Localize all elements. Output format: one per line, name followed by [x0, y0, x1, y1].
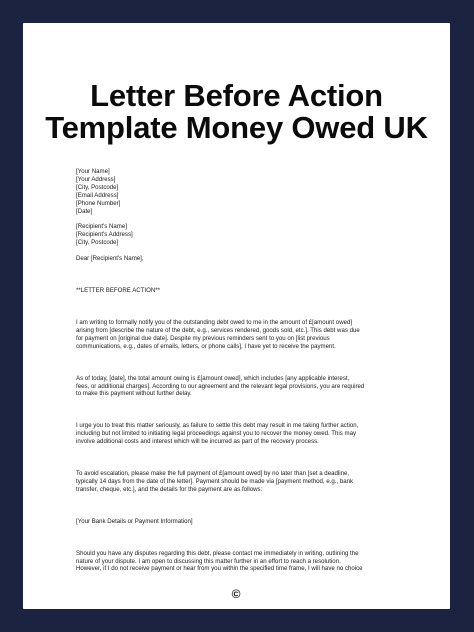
- paragraph-line: transfer, cheque, etc.], and the details for the payment are as follows:: [76, 485, 263, 493]
- sender-line: [Your Address]: [76, 175, 116, 183]
- paragraph-line: I urge you to treat this matter seriously, as failure to settle this debt may result in me taking further action,: [76, 422, 359, 430]
- paragraph-line: However, if I do not receive payment or hear from you within the specified time frame, I will have no choice: [76, 565, 363, 573]
- paragraph-line: To avoid escalation, please make the full payment of £[amount owed] by no later than [set a deadline,: [76, 470, 350, 478]
- paragraph-line: arising from [describe the nature of the debt, e.g., services rendered, goods sold, etc.]. This debt was due: [76, 326, 360, 334]
- salutation: Dear [Recipient's Name],: [76, 255, 144, 263]
- paragraph-4: [76, 470, 406, 494]
- document-title-line-2: Template Money Owed UK: [45, 110, 428, 145]
- bank-details-placeholder: [Your Bank Details or Payment Information]: [76, 517, 193, 525]
- sender-line: [Your Name]: [76, 168, 110, 175]
- sender-line: [Phone Number]: [76, 199, 121, 207]
- copyright-icon: ©: [231, 587, 241, 601]
- sender-line: [Email Address]: [76, 191, 119, 199]
- paragraph-line: including but not limited to initiating legal proceedings against you to recover the money owed. This may: [76, 430, 357, 438]
- document-title-line-1: Letter Before Action: [90, 78, 383, 113]
- recipient-block: [76, 223, 406, 247]
- letter-body: [76, 168, 406, 573]
- paragraph-5: [76, 550, 406, 574]
- recipient-line: [Recipient's Address]: [76, 231, 133, 239]
- paragraph-line: Should you have any disputes regarding this debt, please contact me immediately in writing, outlining the: [76, 549, 359, 557]
- sender-line: [City, Postcode]: [76, 183, 119, 191]
- paragraph-line: involve additional costs and interest which will be incurred as part of the recovery process.: [76, 438, 319, 446]
- paragraph-1: [76, 319, 406, 351]
- paragraph-3: [76, 422, 406, 446]
- sender-line: [Date]: [76, 207, 93, 215]
- sender-block: [76, 168, 406, 215]
- paragraph-line: communications, e.g., dates of emails, letters, or phone calls], I have yet to receive the payment.: [76, 342, 336, 350]
- paragraph-line: for payment on [original due date]. Despite my previous reminders sent to you on [list previous: [76, 334, 330, 342]
- paragraph-line: I am writing to formally notify you of the outstanding debt owed to me in the amount of £[amount owed]: [76, 318, 353, 326]
- paragraph-line: to make this payment without further delay.: [76, 390, 192, 398]
- paragraph-line: As of today, [date], the total amount owing is £[amount owed], which includes [any applicable interest,: [76, 374, 350, 382]
- document-page: [23, 23, 450, 609]
- paragraph-2: [76, 375, 406, 399]
- recipient-line: [Recipient's Name]: [76, 223, 127, 231]
- paragraph-line: nature of your dispute. I am open to discussing this matter further in an effort to reach a resolution.: [76, 557, 341, 565]
- letter-heading: **LETTER BEFORE ACTION**: [76, 287, 160, 295]
- recipient-line: [City, Postcode]: [76, 239, 119, 247]
- paragraph-line: fees, or additional charges]. According to our agreement and the relevant legal provisions, you are required: [76, 382, 365, 390]
- paragraph-line: typically 14 days from the date of the letter]. Payment should be made via [payment method, e.g., bank: [76, 477, 354, 485]
